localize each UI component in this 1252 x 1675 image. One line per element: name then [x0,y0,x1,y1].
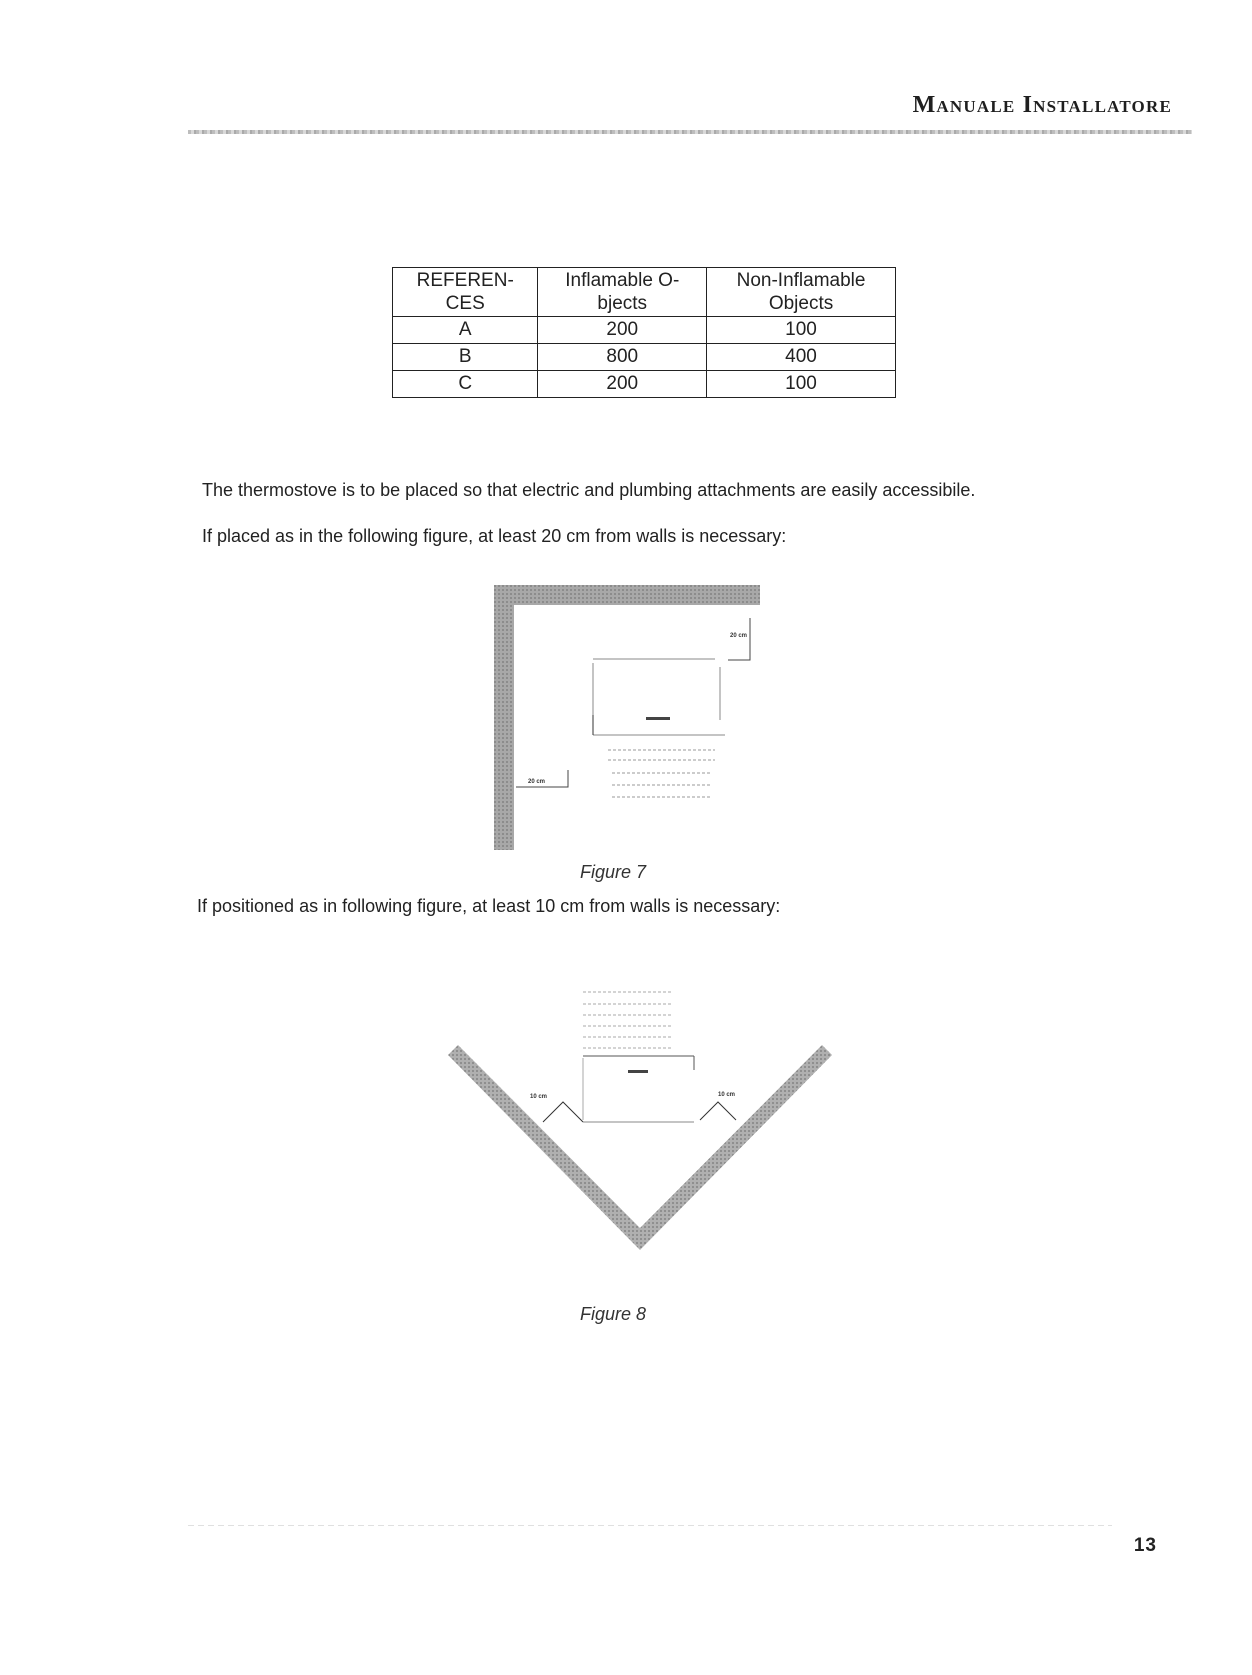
dimension-label-right: 10 cm [718,1092,736,1098]
table-cell: 200 [538,371,707,398]
table-row [393,344,896,371]
table-row [393,371,896,398]
table-cell: 200 [538,317,707,344]
page-number: 13 [1133,1535,1157,1556]
header-title: Manuale Installatore [912,92,1172,118]
wall-v [448,1045,832,1250]
table-cell: B [393,344,538,371]
stove-display [628,1070,648,1073]
paragraph-accessibility: The thermostove is to be placed so that electric and plumbing attachments are easily accessibile. [202,480,976,500]
table-cell: 100 [707,317,896,344]
table-cell: 100 [707,371,896,398]
stove-outline [593,659,725,735]
table-header-cell: REFEREN- CES [393,268,538,317]
figure-8 [448,970,833,1260]
dimension-top [728,618,750,660]
stove-top-lines [583,992,673,1048]
paragraph-10cm: If positioned as in following figure, at least 10 cm from walls is necessary: [197,896,781,916]
table-cell: A [393,317,538,344]
dimension-label-left: 20 cm [528,779,546,785]
dimension-label-left: 10 cm [530,1094,548,1100]
header-rule [188,130,1192,134]
table-cell: 400 [707,344,896,371]
figure-7-caption: Figure 7 [580,862,647,882]
table-header-cell: Inflamable O- bjects [538,268,707,317]
figure-8-caption: Figure 8 [580,1304,647,1324]
table-row [393,317,896,344]
table-cell: C [393,371,538,398]
dimension-left [543,1102,583,1122]
table-cell: 800 [538,344,707,371]
dimension-label-top: 20 cm [730,633,748,639]
figure-7 [490,585,770,855]
stove-display [646,717,670,720]
clearance-table [392,267,896,398]
dimension-right [700,1102,736,1120]
stove-outline [583,1056,694,1122]
table-header-row [393,268,896,317]
paragraph-20cm: If placed as in the following figure, at least 20 cm from walls is necessary: [202,526,787,546]
table-header-cell: Non-Inflamable Objects [707,268,896,317]
stove-top-lines [608,750,715,797]
footer-rule [188,1525,1112,1526]
